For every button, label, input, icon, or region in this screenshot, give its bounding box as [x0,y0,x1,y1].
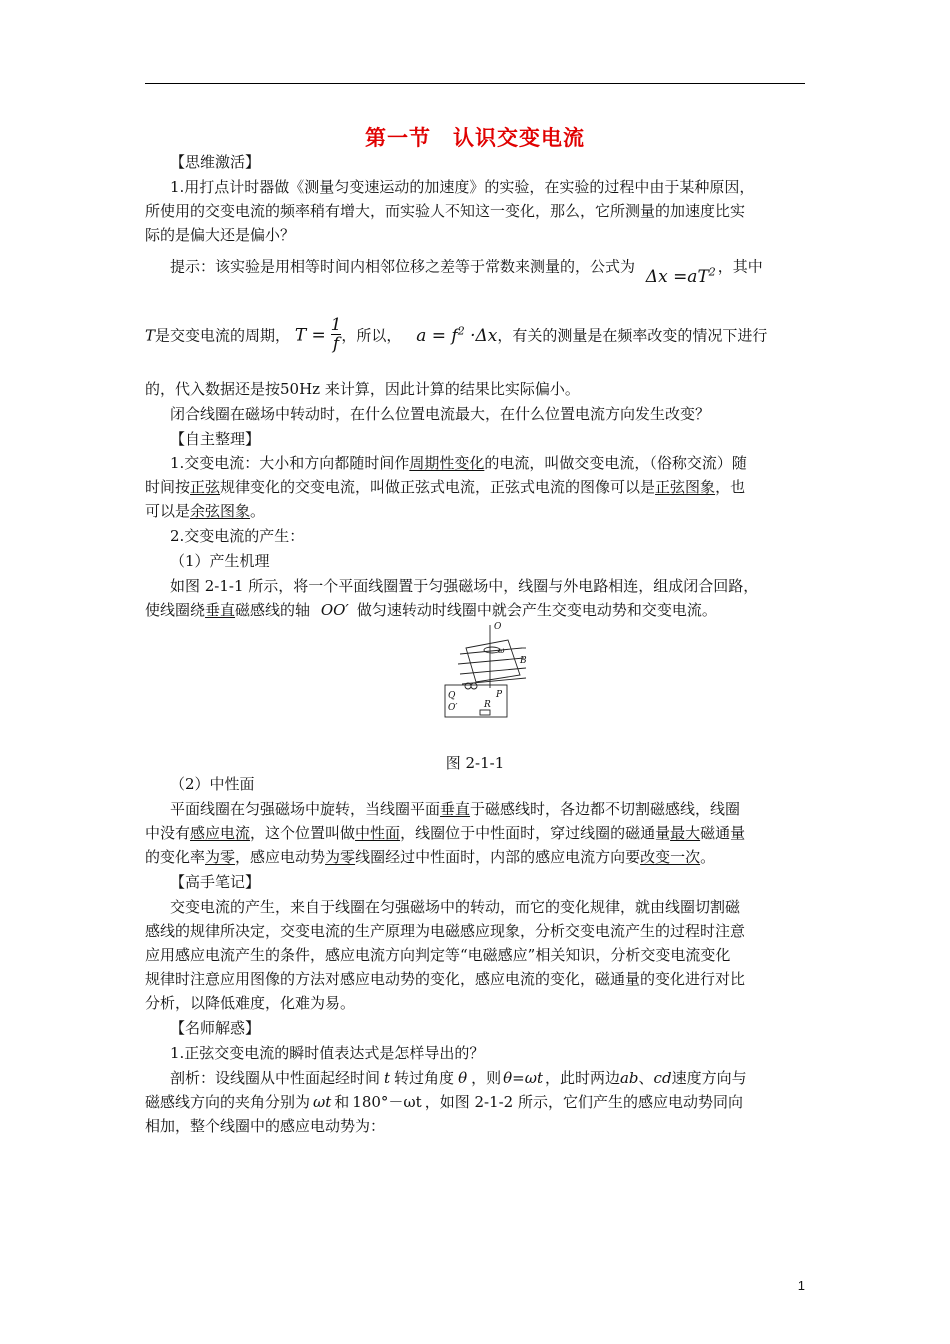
page-number: 1 [797,1278,805,1293]
hint-line1: 提示：该实验是用相等时间内相邻位移之差等于常数来测量的，公式为 $\Delta x =aT^2$ ，其中 [170,257,763,287]
header-rule [145,83,805,84]
fraction-1-over-f: $\frac{1}{f}$ [330,315,342,354]
question1-line3: 际的是偏大还是偏小？ [145,226,296,244]
label-o1: O [494,622,502,632]
question1-line2: 所使用的交变电流的频率稍有增大，而实验人不知这一变化，那么，它所测量的加速度比实 [145,202,746,220]
formula-period: T = [294,325,326,346]
item2-1-heading: （1）产生机理 [170,552,270,570]
label-r: R [484,700,491,710]
analysis-line3: 相加，整个线圈中的感应电动势为： [145,1117,386,1135]
section-heading-teacher: 【名师解惑】 [170,1019,261,1037]
def-line1: 1.交变电流：大小和方向都随时间作周期性变化的电流，叫做交变电流，（俗称交流）随 [170,454,747,472]
mechanism-line1: 如图 2-1-1 所示，将一个平面线圈置于匀强磁场中，线圈与外电路相连，组成闭合回路， [170,577,759,595]
def-line2: 时间按正弦规律变化的交变电流，叫做正弦式电流，正弦式电流的图像可以是正弦图象，也 [145,478,746,496]
neutral-line3: 的变化率为零，感应电动势为零线圈经过中性面时，内部的感应电流方向要改变一次。 [145,848,716,866]
coil-in-field-figure [440,620,530,720]
neutral-line1: 平面线圈在匀强磁场中旋转，当线圈平面垂直于磁感线时，各边都不切割磁感线，线圈 [170,800,741,818]
formula-a-f2-dx: $a = f^2 \cdot\Delta x$ [416,323,498,346]
label-omega: ω [498,646,505,655]
notes-line3: 应用感应电流产生的条件，感应电流方向判定等“电磁感应”相关知识，分析交变电流变化 [145,946,731,964]
question1-line1: 1.用打点计时器做《测量匀变速运动的加速度》的实验，在实验的过程中由于某种原因， [170,178,755,196]
figure-caption: 图 2-1-1 [445,754,505,772]
def-line3: 可以是余弦图象。 [145,502,266,520]
analysis-line2: 磁感线方向的夹角分别为 ωt 和 180°－ωt ，如图 2-1-2 所示，它们产生的感应电动势同向 [145,1093,743,1111]
axis-label: OO′ [320,601,349,619]
notes-line1: 交变电流的产生，来自于线圈在匀强磁场中的转动，而它的变化规律，就由线圈切割磁 [170,898,741,916]
label-p: P [496,690,503,700]
title-text: 认识交变电流 [453,125,585,150]
question2: 闭合线圈在磁场中转动时，在什么位置电流最大，在什么位置电流方向发生改变？ [170,405,711,423]
label-b: B [520,656,527,666]
section-heading-self: 【自主整理】 [170,430,261,448]
formula-dx-at2: $\Delta x =aT^2$ [645,265,716,287]
mechanism-line2: 使线圈绕垂直磁感线的轴 OO′ 做匀速转动时线圈中就会产生交变电动势和交变电流。 [145,601,717,619]
item2-heading: 2.交变电流的产生： [170,527,305,545]
page-title [0,122,950,152]
notes-line2: 感线的规律所决定，交变电流的生产原理为电磁感应现象，分析交变电流产生的过程时注意 [145,922,746,940]
section-heading-notes: 【高手笔记】 [170,873,261,891]
item2-2-heading: （2）中性面 [170,775,255,793]
title-section-number: 第一节 [365,125,431,150]
label-q: Q [448,691,456,701]
label-o2: O′ [448,703,458,713]
teacher-q1: 1.正弦交变电流的瞬时值表达式是怎样导出的？ [170,1044,485,1062]
notes-line4: 规律时注意应用图像的方法对感应电动势的变化，感应电流的变化，磁通量的变化进行对比 [145,970,746,988]
hint-line2: T是交变电流的周期， T = $\frac{1}{f}$ ，所以， $a = f^2 \cdot\Delta x$，有关的测量是在频率改变的情况下进行 [145,315,768,354]
section-heading-think: 【思维激活】 [170,153,261,171]
notes-line5: 分析，以降低难度，化难为易。 [145,994,356,1012]
analysis-line1: 剖析：设线圈从中性面起经时间 t 转过角度 θ ，则 θ=ωt ，此时两边ab、cd速度方向与 [170,1069,747,1087]
hint-line3: 的，代入数据还是按50Hz 来计算，因此计算的结果比实际偏小。 [145,380,580,398]
neutral-line2: 中没有感应电流，这个位置叫做中性面，线圈位于中性面时，穿过线圈的磁通量最大磁通量 [145,824,746,842]
underlined-term: 周期性变化 [409,454,485,472]
